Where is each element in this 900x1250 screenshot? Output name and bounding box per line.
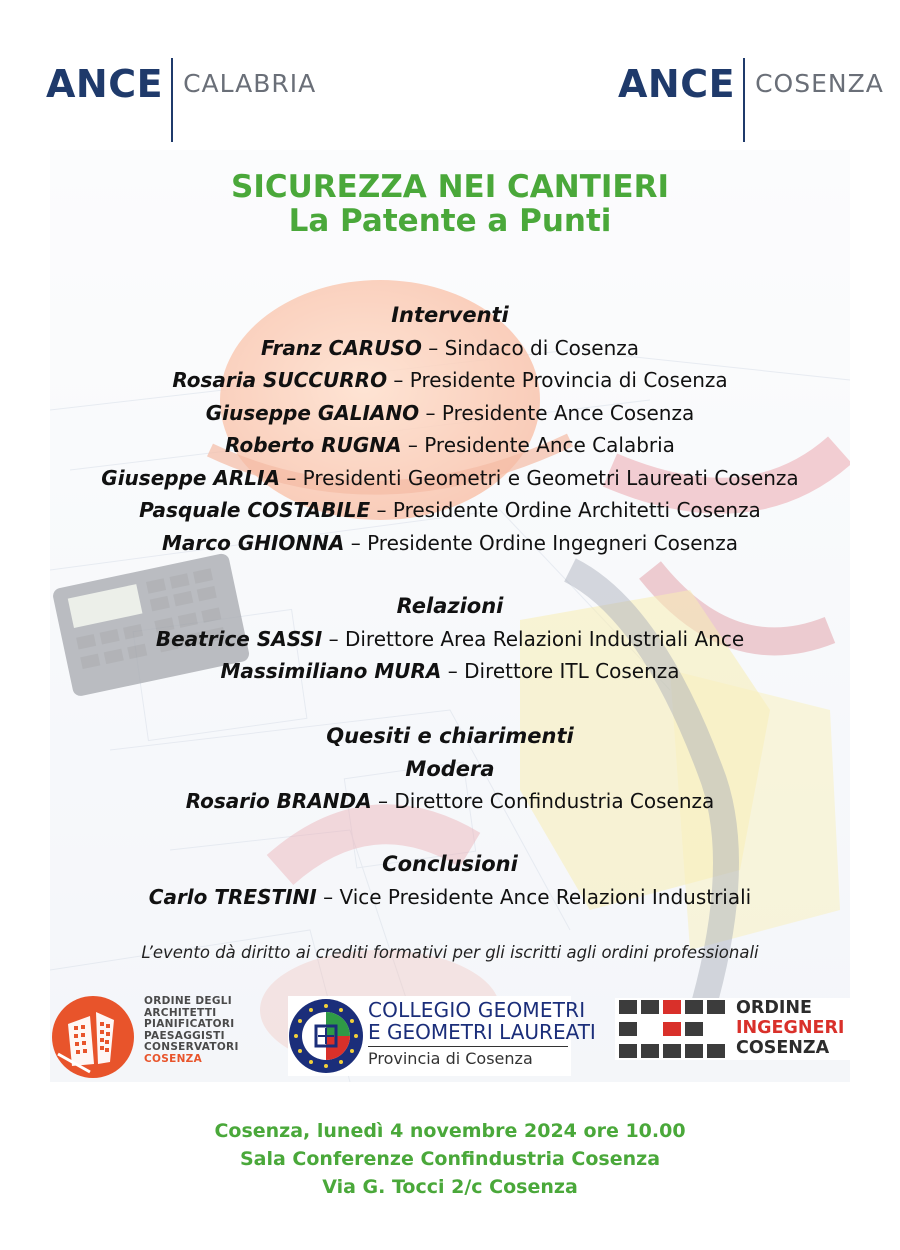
- ingegneri-line1: ORDINE: [736, 998, 812, 1018]
- main-panel: [50, 150, 850, 1082]
- section-conclusioni: [50, 848, 850, 913]
- architetti-line: PIANIFICATORI: [144, 1018, 235, 1030]
- geometri-line1: COLLEGIO GEOMETRI: [368, 998, 586, 1022]
- event-address: Via G. Tocci 2/c Cosenza: [322, 1176, 578, 1198]
- event-subtitle: La Patente a Punti: [288, 203, 612, 239]
- ordine-ingegneri-logo: [615, 998, 850, 1060]
- speaker-line: [50, 623, 850, 656]
- ingegneri-line2: INGEGNERI: [736, 1018, 845, 1038]
- speaker-line: [50, 655, 850, 688]
- section-subheading: Modera: [405, 756, 495, 781]
- speaker-name: Marco GHIONNA: [162, 530, 345, 555]
- geometri-line3: Provincia di Cosenza: [368, 1049, 533, 1068]
- speaker-name: Beatrice SASSI: [155, 626, 323, 651]
- speaker-name: Rosario BRANDA: [185, 789, 372, 813]
- architetti-city: COSENZA: [144, 1052, 202, 1065]
- geometri-emblem-icon: [288, 998, 364, 1074]
- speaker-line: [50, 527, 850, 560]
- speaker-role: – Presidente Ance Cosenza: [419, 400, 695, 425]
- architetti-emblem-icon: [50, 994, 136, 1080]
- speaker-line: [50, 429, 850, 462]
- credits-note: L’evento dà diritto ai crediti formativi per gli iscritti agli ordini professionali: [141, 943, 759, 962]
- speaker-name: Pasquale COSTABILE: [139, 498, 371, 522]
- speaker-role: – Vice Presidente Ance Relazioni Industriali: [316, 884, 752, 909]
- speaker-name: Giuseppe GALIANO: [205, 400, 420, 425]
- section-heading: Relazioni: [396, 594, 504, 618]
- logo-divider: [171, 58, 173, 142]
- speaker-role: – Presidente Ordine Architetti Cosenza: [370, 498, 761, 522]
- speaker-role: – Direttore ITL Cosenza: [441, 659, 680, 683]
- event-title: SICUREZZA NEI CANTIERI: [231, 169, 669, 205]
- section-heading: Conclusioni: [382, 852, 518, 876]
- event-content: [50, 150, 850, 1082]
- geometri-divider: [368, 1046, 568, 1047]
- speaker-name: Roberto RUGNA: [225, 433, 402, 457]
- ordine-architetti-logo: [50, 990, 243, 1082]
- speaker-name: Carlo TRESTINI: [148, 884, 317, 909]
- logo-brand: ANCE: [46, 62, 164, 106]
- architetti-line: PAESAGGISTI: [144, 1029, 225, 1042]
- speaker-line: [50, 494, 850, 527]
- ingegneri-grid-icon: [619, 998, 731, 1060]
- speaker-role: – Presidenti Geometri e Geometri Laureati Cosenza: [279, 465, 799, 490]
- speaker-name: Rosaria SUCCURRO: [172, 368, 388, 392]
- speaker-name: Franz CARUSO: [260, 335, 422, 360]
- section-heading: Quesiti e chiarimenti: [326, 724, 574, 748]
- speaker-role: – Sindaco di Cosenza: [421, 335, 640, 360]
- geometri-line2: E GEOMETRI LAUREATI: [368, 1020, 596, 1044]
- speaker-line: [50, 881, 850, 914]
- speaker-role: – Direttore Confindustria Cosenza: [371, 789, 715, 813]
- speaker-role: – Presidente Ance Calabria: [401, 433, 675, 457]
- architetti-text: [144, 996, 239, 1065]
- ingegneri-line3: COSENZA: [736, 1038, 830, 1058]
- logo-region: CALABRIA: [183, 69, 317, 98]
- speaker-line: [50, 397, 850, 430]
- ance-calabria-logo: [46, 58, 316, 142]
- partner-logos: [50, 990, 850, 1082]
- logo-brand: ANCE: [618, 62, 736, 106]
- speaker-line: [50, 364, 850, 397]
- event-venue: Sala Conferenze Confindustria Cosenza: [239, 1148, 661, 1170]
- section-relazioni: [50, 590, 850, 688]
- speaker-role: – Presidente Provincia di Cosenza: [387, 368, 728, 392]
- speaker-role: – Presidente Ordine Ingegneri Cosenza: [344, 530, 738, 555]
- speaker-line: [50, 332, 850, 365]
- section-interventi: [50, 299, 850, 559]
- event-date: Cosenza, lunedì 4 novembre 2024 ore 10.00: [214, 1120, 686, 1142]
- logo-region: COSENZA: [755, 69, 884, 98]
- logo-divider: [743, 58, 745, 142]
- speaker-line: [50, 785, 850, 818]
- speaker-name: Massimiliano MURA: [220, 659, 442, 683]
- speaker-line: [50, 462, 850, 495]
- architetti-line: CONSERVATORI: [144, 1041, 239, 1053]
- section-heading: Interventi: [391, 303, 509, 327]
- collegio-geometri-logo: [288, 996, 596, 1076]
- section-quesiti: [50, 720, 850, 818]
- architetti-line: ORDINE DEGLI: [144, 995, 232, 1007]
- ance-cosenza-logo: [618, 58, 884, 142]
- architetti-line: ARCHITETTI: [144, 1006, 217, 1019]
- speaker-name: Giuseppe ARLIA: [101, 465, 280, 490]
- speaker-role: – Direttore Area Relazioni Industriali Ance: [322, 626, 745, 651]
- ingegneri-text: [736, 998, 844, 1058]
